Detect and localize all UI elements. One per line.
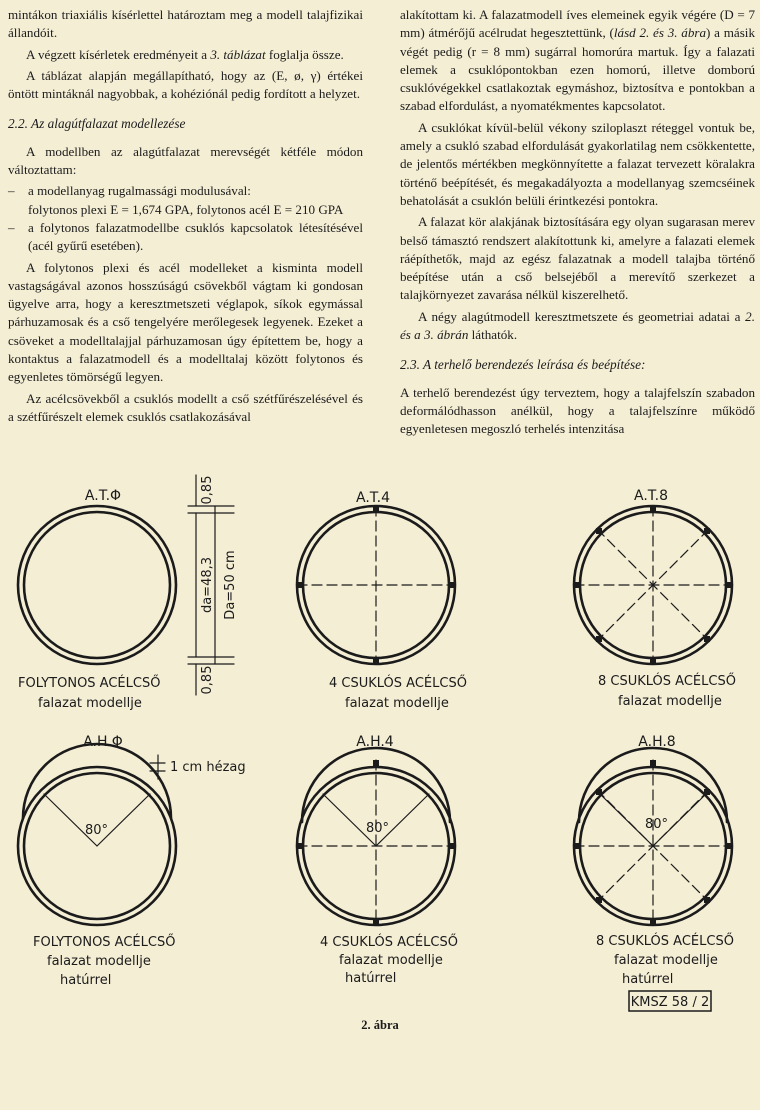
hinge-marker: [725, 582, 732, 588]
paragraph: A folytonos plexi és acél modelleket a kisminta modell vastagságával azonos hosszúságú csövekből vágtam ki gondosan ügyelve arra, hogy a keresztmetszeti véglapok, síkok egymással párhuzamosak és a cső tengelyére merőlegesek legyenek. Ezeket a csöveket a modelltalajjal párhuzamosan úgy építettem be, hogy a kontaktus a falazatmodell és a modelltalaj között folytonos és egyenletes tömörségű legyen.: [8, 259, 363, 385]
hinge-marker: [704, 636, 710, 642]
hinge-marker: [650, 506, 656, 513]
hinge-marker: [373, 918, 379, 925]
figure-caption-line: falazat modellje: [47, 954, 151, 969]
figure-caption-line: hatúrrel: [60, 973, 112, 988]
figure-caption-line: FOLYTONOS ACÉLCSŐ: [33, 935, 176, 950]
dimension-label: Da=50 cm: [223, 550, 238, 620]
paragraph: A táblázat alapján megállapítható, hogy az (E, ø, γ) értékei öntött mintáknál nagyobbak, a kohéziónál pedig fordított a helyzet.: [8, 67, 363, 102]
gap-label: 1 cm hézag: [170, 760, 246, 775]
hinge-marker: [650, 657, 656, 664]
paragraph: A csuklókat kívül-belül vékony sziloplaszt réteggel vontuk be, amely a csukló szabad elfordulását gyakorlatilag nem csökkentette, de jelentős mértékben megkönnyítette a falazat tervezett köralakra történő beépítését, és megakadályozta a modellanyag szemcséinek behatolását a csuklón belüli érintkezési pontokra.: [400, 119, 755, 208]
figure-caption-line: FOLYTONOS ACÉLCSŐ: [18, 676, 161, 691]
figure-reference: lásd 2. és 3. ábra: [613, 25, 707, 41]
diagram-title: A.T.8: [633, 488, 669, 504]
figure-caption-line: 8 CSUKLÓS ACÉLCSŐ: [598, 674, 736, 689]
figure-caption-line: falazat modellje: [618, 694, 722, 709]
dash-marker: –: [8, 183, 15, 199]
diagram-title: A.T.Φ: [84, 488, 122, 504]
hinge-marker: [596, 789, 602, 795]
hinge-marker: [373, 760, 379, 767]
angle-label: 80°: [366, 821, 390, 836]
diagram-at4: [297, 506, 455, 664]
hinge-marker: [448, 843, 455, 849]
figure-caption-line: falazat modellje: [614, 953, 718, 968]
figure-caption-line: 4 CSUKLÓS ACÉLCSŐ: [329, 676, 467, 691]
angle-label: 80°: [645, 817, 669, 832]
paragraph: [400, 308, 755, 345]
figure-caption-line: hatúrrel: [622, 972, 674, 987]
paragraph: mintákon triaxiális kísérlettel határoztam meg a modell talajfizikai állandóit.: [8, 7, 363, 41]
inner-ring: [24, 512, 170, 658]
outer-ring: [18, 506, 176, 664]
text: alakítottam ki. A falazatmodell íves elemeinek egyik végére (D = 7 mm) átmérőjű acélrudat hegesztettünk, (: [400, 7, 755, 41]
diagram-ah4: [297, 748, 455, 925]
text: foglalja össze.: [265, 46, 344, 62]
text: A végzett kísérletek eredményeit a: [26, 46, 211, 62]
dash-marker: –: [8, 219, 15, 235]
list-item-text: folytonos plexi E = 1,674 GPA, folytonos acél E = 210 GPA: [28, 201, 344, 217]
hinge-marker: [373, 506, 379, 513]
diagram-title: A.H.8: [638, 734, 676, 750]
hinge-marker: [297, 582, 304, 588]
angle-line: [44, 794, 97, 846]
angle-line: [323, 794, 376, 846]
paragraph: [400, 6, 755, 116]
paragraph: A falazat kör alakjának biztosítására egy olyan sugarasan merev belső támasztó rendszert alakítottunk ki, amelyre a falazati elemek ráépíthetők, majd az egész falazatnak a modell talajba történő beépítése után a cső belsejéből a merevítő szerkezet a talajkörnyezet zavarása nélkül kiszerelhető.: [400, 214, 755, 303]
hinge-marker: [574, 582, 581, 588]
hinge-marker: [704, 897, 710, 903]
list-item-text: a modellanyag rugalmassági modulusával:: [28, 183, 251, 199]
diagram-title: A.H.Φ: [83, 734, 123, 750]
text: ) a másik végét pedig (r = 8 mm) sugárral homorúra martuk. Így a falazati elemek a csuklópontokban ezen homorú, illetve domború csuklóvégekkel csatlakoztak egymáshoz, biztosítva e pontokban a szabad elfordulást, a nyomatékmentes kapcsolatot.: [400, 25, 755, 114]
section-heading: 2.2. Az alagútfalazat modellezése: [8, 116, 186, 132]
tunnel-model-figure: [0, 470, 760, 1030]
hinge-marker: [297, 843, 304, 849]
stamp-label: KMSZ 58 / 2: [630, 995, 710, 1010]
hinge-marker: [650, 760, 656, 767]
hinge-marker: [373, 657, 379, 664]
hinge-marker: [574, 843, 581, 849]
paragraph: [8, 46, 363, 64]
angle-line: [376, 794, 429, 846]
angle-label: 80°: [85, 823, 109, 838]
figure-caption-line: hatúrrel: [345, 971, 397, 986]
table-reference: 3. táblázat: [210, 46, 266, 62]
list-item-text: a folytonos falazatmodellbe csuklós kapcsolatok létesítésével (acél gyűrű esetében).: [28, 219, 363, 254]
dimension-label: 0,85: [200, 475, 215, 505]
bullet-list: [8, 182, 363, 255]
figure-caption: 2. ábra: [361, 1018, 399, 1032]
shifted-upper-ring: [23, 744, 171, 818]
hinge-marker: [596, 636, 602, 642]
hinge-marker: [596, 528, 602, 534]
figure-reference: 2. és a 3. ábrán: [400, 308, 755, 343]
angle-line: [97, 794, 150, 846]
hinge-marker: [725, 843, 732, 849]
list-item: [8, 219, 363, 256]
text: A négy alagútmodell keresztmetszete és geometriai adatai a: [418, 308, 746, 324]
figure-caption-line: falazat modellje: [38, 696, 142, 711]
paragraph: Az acélcsövekből a csuklós modellt a cső szétfűrészelésével és a szétfűrészelt elemek csuklós csatlakozásával: [8, 390, 363, 424]
dimension-label: da=48,3: [200, 556, 215, 614]
diagram-title: A.T.4: [355, 490, 391, 506]
diagram-ah8: [574, 748, 732, 925]
hinge-marker: [704, 789, 710, 795]
paragraph: A modellben az alagútfalazat merevségét kétféle módon változtattam:: [8, 143, 363, 178]
figure-caption-line: 4 CSUKLÓS ACÉLCSŐ: [320, 935, 458, 950]
hinge-marker: [596, 897, 602, 903]
diagram-at0: [18, 506, 176, 664]
figure-caption-line: 8 CSUKLÓS ACÉLCSŐ: [596, 934, 734, 949]
hinge-marker: [448, 582, 455, 588]
right-text-column: [400, 6, 755, 442]
list-item: [8, 182, 363, 219]
text: láthatók.: [468, 327, 518, 343]
paragraph: A terhelő berendezést úgy terveztem, hogy a talajfelszín szabadon deformálódhasson anélkül, hogy a talajfelszínre működő egyenletesen megoszló terhelés intenzitása: [400, 384, 755, 437]
figure-caption-line: falazat modellje: [345, 696, 449, 711]
left-text-column: [8, 6, 363, 429]
hinge-marker: [650, 918, 656, 925]
section-heading: 2.3. A terhelő berendezés leírása és beépítése:: [400, 357, 646, 373]
figure-caption-line: falazat modellje: [339, 953, 443, 968]
diagram-at8: [574, 506, 732, 664]
dimension-label: 0,85: [200, 665, 215, 695]
hinge-marker: [704, 528, 710, 534]
diagram-title: A.H.4: [356, 734, 394, 750]
